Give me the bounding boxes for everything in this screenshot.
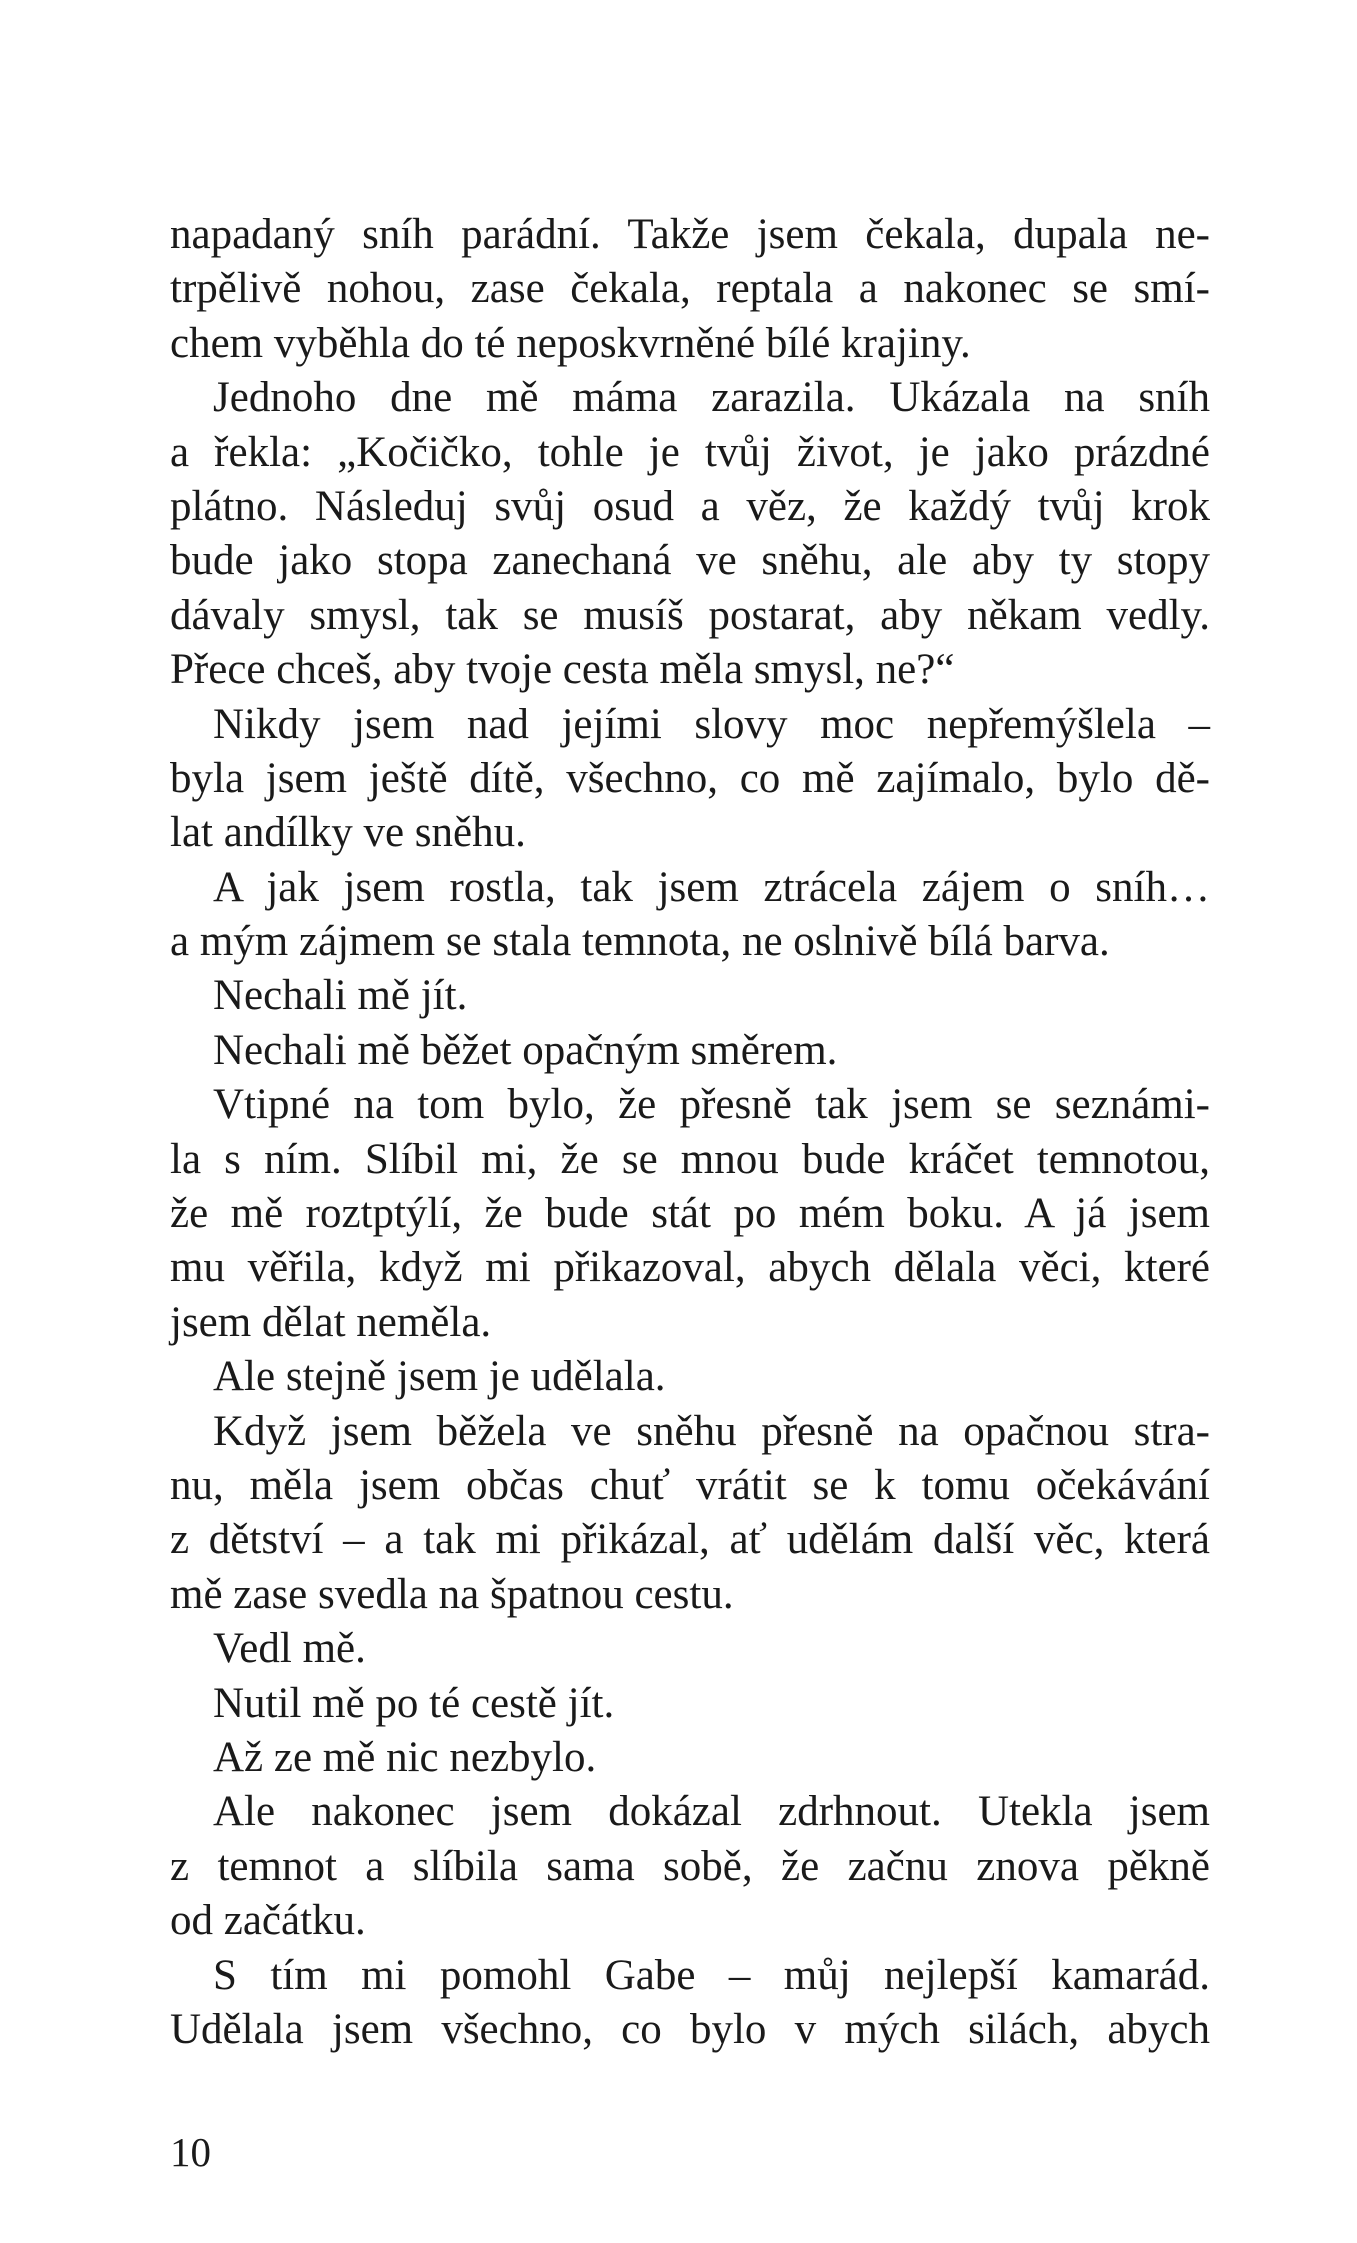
text-line: Nechali mě běžet opačným směrem. [213,1026,838,1074]
text-line: trpělivě nohou, zase čekala, reptala a nakonec se smí- [170,265,1210,313]
text-line: Vedl mě. [213,1625,366,1673]
text-line: Ale nakonec jsem dokázal zdrhnout. Utekla jsem [213,1788,1210,1836]
text-line: la s ním. Slíbil mi, že se mnou bude kráčet temnotou, [170,1135,1210,1183]
text-line: mě zase svedla na špatnou cestu. [170,1570,734,1618]
text-line: Ale stejně jsem je udělala. [213,1353,666,1401]
text-line: z temnot a slíbila sama sobě, že začnu znova pěkně [170,1842,1210,1890]
text-line: od začátku. [170,1897,366,1945]
text-line: Když jsem běžela ve sněhu přesně na opačnou stra- [213,1407,1210,1455]
text-line: že mě roztptýlí, že bude stát po mém boku. A já jsem [170,1190,1210,1238]
page-number: 10 [170,2129,211,2175]
text-line: A jak jsem rostla, tak jsem ztrácela zájem o sníh… [213,863,1210,911]
text-line: Udělala jsem všechno, co bylo v mých silách, abych [170,2005,1210,2053]
text-line: a mým zájmem se stala temnota, ne oslnivě bílá barva. [170,918,1110,966]
text-line: chem vyběhla do té neposkvrněné bílé krajiny. [170,319,971,367]
text-line: dávaly smysl, tak se musíš postarat, aby někam vedly. [170,591,1210,639]
text-line: S tím mi pomohl Gabe – můj nejlepší kamarád. [213,1951,1210,1999]
body-text [170,208,1210,2057]
text-line: byla jsem ještě dítě, všechno, co mě zajímalo, bylo dě- [170,754,1210,802]
text-line: lat andílky ve sněhu. [170,809,526,857]
text-line: Nechali mě jít. [213,972,468,1020]
text-line: Vtipné na tom bylo, že přesně tak jsem se seznámi- [213,1081,1210,1129]
text-line: Nikdy jsem nad jejími slovy moc nepřemýšlela – [213,700,1210,748]
text-line: napadaný sníh parádní. Takže jsem čekala, dupala ne- [170,211,1210,258]
text-line: Až ze mě nic nezbylo. [213,1733,597,1781]
text-line: nu, měla jsem občas chuť vrátit se k tomu očekávání [170,1461,1210,1509]
text-line: mu věřila, když mi přikazoval, abych dělala věci, které [170,1244,1210,1292]
text-line: bude jako stopa zanechaná ve sněhu, ale aby ty stopy [170,537,1210,585]
text-line: Přece chceš, aby tvoje cesta měla smysl, ne?“ [170,646,955,694]
text-line: Nutil mě po té cestě jít. [213,1679,615,1727]
text-line: plátno. Následuj svůj osud a věz, že každý tvůj krok [170,482,1210,530]
text-line: z dětství – a tak mi přikázal, ať udělám další věc, která [170,1516,1210,1564]
text-line: a řekla: „Kočičko, tohle je tvůj život, je jako prázdné [170,428,1210,476]
text-line: jsem dělat neměla. [170,1298,492,1346]
text-line: Jednoho dne mě máma zarazila. Ukázala na sníh [213,374,1210,422]
